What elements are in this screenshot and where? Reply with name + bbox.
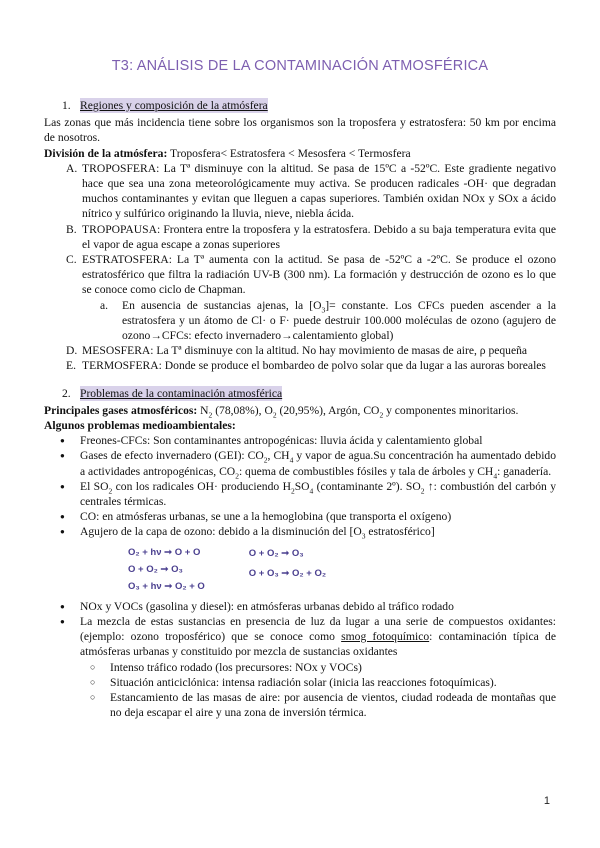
- layer-item: [66, 343, 556, 358]
- problem-item: [60, 524, 556, 539]
- circle-bullet-icon: ○: [90, 691, 96, 702]
- reaction: [128, 544, 205, 561]
- chapman-reactions: [128, 544, 556, 595]
- gases-text: (20,95%), Argón, CO: [276, 403, 380, 417]
- problem-text: Freones-CFCs: Son contaminantes antropogénicas: lluvia ácida y calentamiento global: [80, 434, 483, 448]
- smog-subitem-text: Estancamiento de las masas de aire: por ausencia de vientos, ciudad rodeada de montañas que no deja escapar el aire y una zona de inversión térmica.: [110, 690, 556, 720]
- products: O₂ + O: [174, 580, 205, 592]
- bullet-icon: ●: [60, 481, 65, 491]
- gases-label: Principales gases atmosféricos:: [44, 403, 198, 417]
- layer-item: [66, 161, 556, 222]
- section-1-title: Regiones y composición de la atmósfera: [80, 99, 268, 112]
- text-part: Agujero de la capa de ozono: debido a la disminución del [O: [80, 525, 362, 539]
- intro-paragraph: Las zonas que más incidencia tiene sobre los organismos son la troposfera y estratosfera: 50 km por encima de nosotros.: [44, 116, 556, 145]
- layers-list: [44, 161, 556, 374]
- layer-item: [66, 252, 556, 298]
- bullet-icon: ●: [60, 512, 65, 522]
- reactants: O + O₂: [248, 547, 279, 559]
- smog-subitem-text: Situación anticiclónica: intensa radiación solar (inicia las reacciones fotoquímicas).: [110, 675, 497, 689]
- subscript: 4: [309, 486, 314, 496]
- arrow-right-icon: ➞: [164, 546, 173, 558]
- reaction: [249, 564, 326, 584]
- text-part: : contaminación típica de atmósferas urbanas y constituido por mezcla de sustancias oxidantes: [80, 630, 556, 659]
- gases-text: (78,08%), O: [212, 403, 273, 417]
- gases-text: N: [197, 403, 209, 417]
- subscript: 2: [208, 410, 213, 420]
- problem-text: [80, 479, 556, 509]
- problem-text: NOx y VOCs (gasolina y diesel): en atmósferas urbanas debido al tráfico rodado: [80, 599, 454, 613]
- layer-text: MESOSFERA: La Tª disminuye con la altitud. No hay movimiento de masas de aire, ρ pequeña: [82, 344, 528, 358]
- bullet-icon: ●: [60, 601, 65, 611]
- subscript: 2: [263, 455, 268, 465]
- subscript: 2: [379, 410, 384, 420]
- reactants: O₃ + hν: [128, 580, 162, 592]
- circle-bullet-icon: ○: [90, 661, 96, 672]
- problems-label: Algunos problemas medioambientales:: [44, 419, 236, 433]
- products: O₃: [171, 563, 183, 575]
- subscript: 2: [108, 486, 113, 496]
- section-2-title: Problemas de la contaminación atmosférica: [80, 386, 283, 400]
- text-part: y vapor de agua.Su concentración ha aumentado debido a actividades antropogénicas, CO: [80, 449, 557, 478]
- text-part: Gases de efecto invernadero (GEI): CO: [80, 449, 264, 463]
- problem-item: [60, 433, 556, 448]
- layer-item: [66, 222, 556, 252]
- reaction: [249, 544, 326, 564]
- layer-marker: C.: [66, 253, 77, 267]
- problem-item: [60, 509, 556, 524]
- problem-text: [80, 614, 556, 660]
- smog-subitem: [90, 675, 556, 690]
- arrow-right-icon: ➞: [164, 580, 173, 592]
- problems-list: [44, 433, 556, 720]
- subscript: 2: [235, 470, 239, 480]
- text-part: : ganadería.: [497, 464, 552, 478]
- circle-bullet-icon: ○: [90, 676, 96, 687]
- layer-marker: E.: [66, 359, 76, 373]
- ozone-subitem: [100, 298, 556, 344]
- reactants: O + O₃: [248, 567, 279, 579]
- layer-item: [66, 358, 556, 373]
- text-part: (contaminante 2º). SO: [313, 479, 421, 493]
- gases-text: y componentes minoritarios.: [383, 403, 519, 417]
- subscript: 4: [493, 470, 498, 480]
- subitem-text-part: En ausencia de sustancias ajenas, la [O: [122, 298, 322, 312]
- text-part: La mezcla de estas sustancias en presencia de luz da lugar a una serie de compuestos oxidantes: (ejemplo: ozono troposférico) que se conoce como: [80, 614, 556, 644]
- smog-subitem: [90, 660, 556, 675]
- reactants: O + O₂: [128, 563, 158, 575]
- arrow-right-icon: ➞: [160, 563, 169, 575]
- problem-item: [60, 614, 556, 660]
- problem-text: [80, 524, 556, 539]
- problem-item: [60, 479, 556, 509]
- reactions-column-1: [128, 544, 205, 595]
- problem-text: [80, 448, 556, 478]
- layer-marker: B.: [66, 222, 77, 236]
- layer-marker: D.: [66, 344, 78, 358]
- subscript: 2: [290, 486, 295, 496]
- subscript: 4: [289, 455, 294, 465]
- page-title: T3: ANÁLISIS DE LA CONTAMINACIÓN ATMOSFÉRICA: [111, 58, 489, 74]
- smog-subitem-text: Intenso tráfico rodado (los precursores: NOx y VOCs): [110, 660, 362, 674]
- problem-text: CO: en atmósferas urbanas, se une a la hemoglobina (que transporta el oxígeno): [80, 510, 452, 524]
- layer-text: TERMOSFERA: Donde se produce el bombardeo de polvo solar que da lugar a las auroras boreales: [82, 359, 546, 373]
- bullet-icon: ●: [60, 436, 65, 446]
- text-part: estratosférico]: [365, 525, 435, 539]
- products: O₃: [291, 547, 304, 559]
- section-1-heading: [62, 98, 556, 113]
- reaction: [128, 578, 205, 595]
- bullet-icon: ●: [60, 616, 65, 626]
- section-gap: [44, 374, 556, 382]
- layer-text: TROPOPAUSA: Frontera entre la troposfera y la estratosfera. Debido a su baja temperatura evita que el vapor de agua escape a zonas superiores: [82, 222, 556, 251]
- text-part: SO: [294, 479, 310, 493]
- products: O + O: [174, 546, 201, 558]
- problems-label-line: [44, 418, 556, 433]
- bullet-icon: ●: [60, 527, 65, 537]
- arrow-right-icon: ➞: [281, 567, 290, 579]
- section-1-number: 1.: [62, 99, 71, 112]
- text-part: El SO: [80, 479, 109, 493]
- arrow-right-icon: ➞: [281, 547, 290, 559]
- text-part: ↑: combustión del carbón y centrales térmicas.: [80, 479, 556, 509]
- section-2-number: 2.: [62, 386, 71, 400]
- division-text: Troposfera< Estratosfera < Mesosfera < Termosfera: [167, 146, 411, 160]
- subscript: 2: [272, 410, 277, 420]
- reaction: [128, 561, 205, 578]
- subscript: 3: [321, 304, 326, 314]
- section-2-heading: [62, 386, 556, 401]
- subitem-text-part: ]= constante. Los CFCs pueden ascender a la estratosfera y un átomo de Cl· o F· puede destruir 100.000 moléculas de ozono (agujero de ozono→CFCs: efecto invernadero→calentamiento global): [122, 298, 556, 343]
- subscript: 3: [361, 531, 366, 541]
- problem-item: [60, 448, 556, 478]
- bullet-icon: ●: [60, 451, 65, 461]
- page-number: 1: [543, 795, 550, 807]
- layer-marker: A.: [66, 161, 78, 175]
- subitem-text: [122, 298, 556, 344]
- reactants: O₂ + hν: [128, 546, 162, 558]
- division-label: División de la atmósfera:: [44, 146, 168, 160]
- subitem-marker: a.: [100, 298, 109, 312]
- reactions-column-2: [249, 544, 326, 595]
- text-part: con los radicales OH· produciendo H: [112, 479, 291, 493]
- division-line: [44, 146, 556, 161]
- layer-text: TROPOSFERA: La Tª disminuye con la altitud. Se pasa de 15ºC a -52ºC. Este gradiente negativo hace que sea una zona meteorológicamente muy activa. Se producen radicales -OH· que degradan muchos contaminantes y evitan que lleguen a capas superiores. También oxidan NOx y SOx a ácido nítrico y sulfúrico originando la lluvia, nieve, niebla ácida.: [82, 161, 556, 221]
- problem-item: [60, 599, 556, 614]
- gases-line: [44, 403, 556, 418]
- layer-text: ESTRATOSFERA: La Tª aumenta con la actitud. Se pasa de -52ºC a -2ºC. Se produce el ozono estratosférico que filtra la radiación UV-B (300 nm). La formación y destrucción de ozono es lo que se conoce como ciclo de Chapman.: [82, 253, 556, 297]
- products: O₂ + O₂: [292, 567, 327, 579]
- smog-subitem: [90, 690, 556, 720]
- text-part: : quema de combustibles fósiles y tala de árboles y CH: [238, 464, 494, 478]
- smog-term: smog fotoquímico: [341, 630, 430, 644]
- text-part: , CH: [267, 449, 290, 463]
- document-body: [44, 94, 556, 720]
- subscript: 2: [420, 486, 425, 496]
